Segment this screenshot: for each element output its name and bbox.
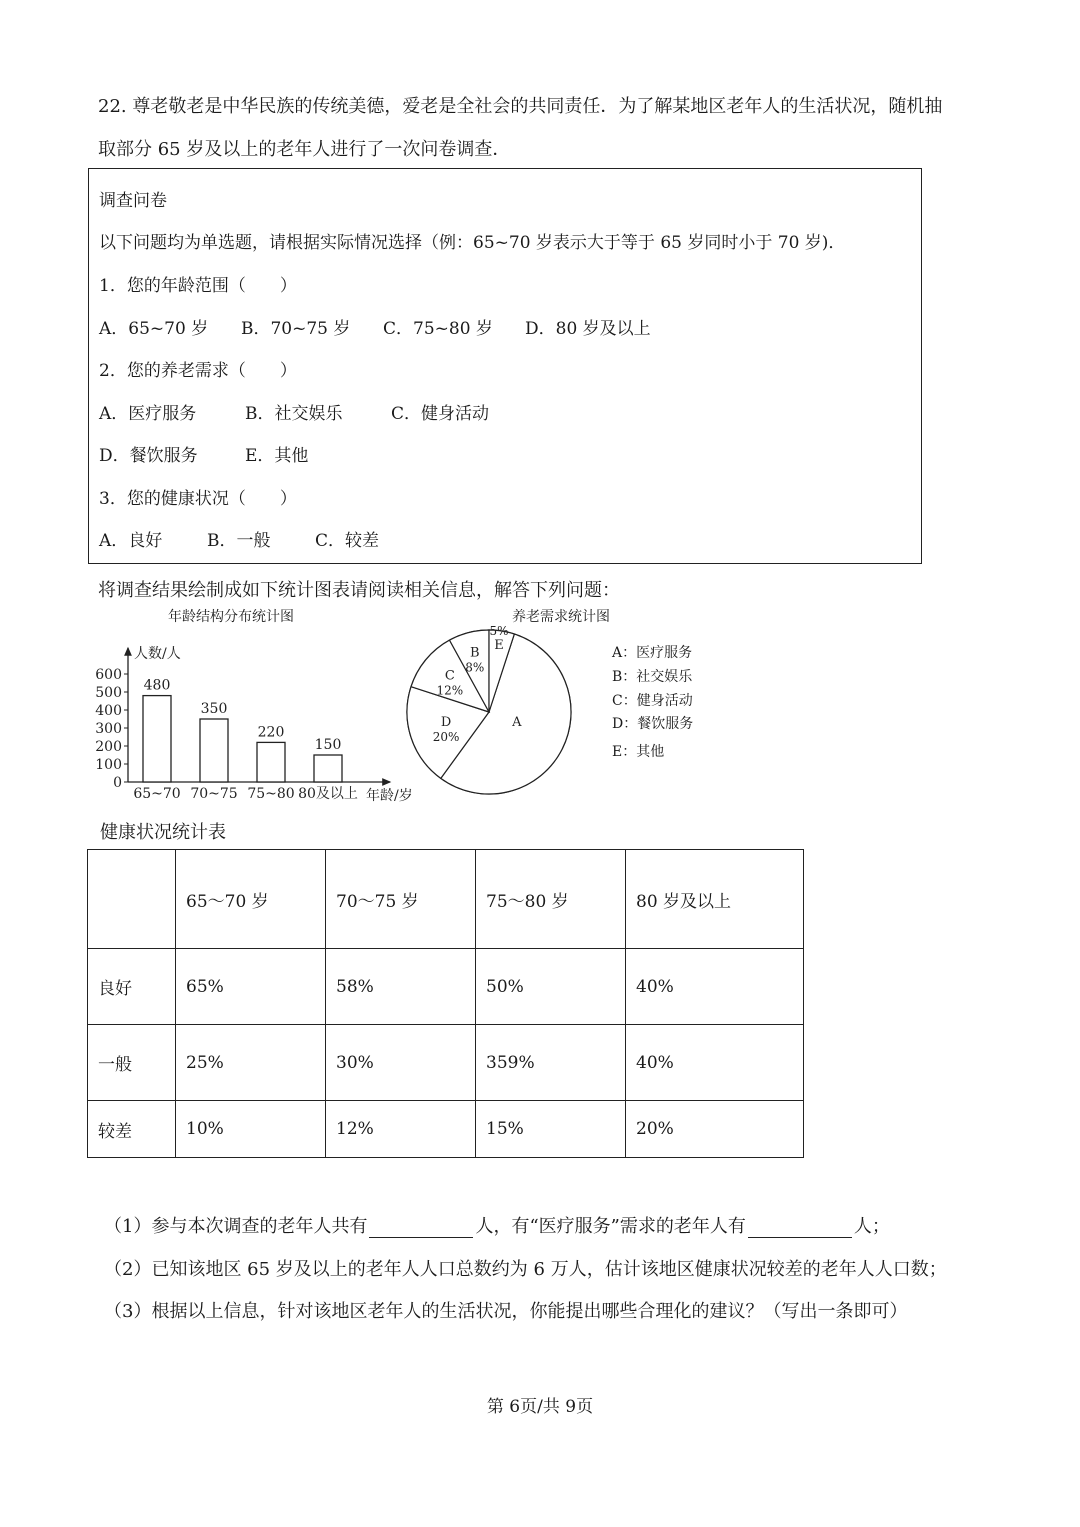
question-1-part-b: 人，有“医疗服务”需求的老年人有 xyxy=(475,1216,746,1237)
x-tick-label: 70~75 xyxy=(190,786,238,802)
table-row xyxy=(88,1025,804,1101)
table-cell: 良好 xyxy=(88,949,176,1025)
survey-title: 调查问卷 xyxy=(99,191,167,211)
health-status-table xyxy=(87,849,804,1158)
q1-option-a: A．65~70 岁 xyxy=(99,319,209,339)
q2-option-d: D．餐饮服务 xyxy=(99,446,198,466)
pie-slice-value: 5% xyxy=(489,623,509,638)
x-tick-label: 65~70 xyxy=(133,786,181,802)
q3-option-c: C．较差 xyxy=(315,531,380,551)
pie-slice-label: E xyxy=(494,637,504,653)
y-tick-label: 600 xyxy=(95,667,122,683)
answer-blank-medical[interactable] xyxy=(748,1219,852,1238)
bar xyxy=(257,742,285,782)
y-tick-label: 200 xyxy=(95,739,122,755)
bar xyxy=(314,755,342,782)
y-tick-label: 0 xyxy=(113,775,122,791)
table-header-row xyxy=(88,850,804,949)
survey-question-2: 2．您的养老需求（ ） xyxy=(99,361,297,381)
pie-slice-label: D xyxy=(440,714,452,730)
question-2: （2）已知该地区 65 岁及以上的老年人人口总数约为 6 万人，估计该地区健康状况较差的老年人人口数； xyxy=(104,1259,947,1280)
table-cell: 40% xyxy=(626,1025,804,1101)
pie-slice-label: C xyxy=(444,668,455,684)
table-cell: 50% xyxy=(476,949,626,1025)
page-footer: 第 6页/共 9页 xyxy=(486,1397,594,1417)
table-header-cell: 80 岁及以上 xyxy=(626,850,804,949)
bar-value-label: 350 xyxy=(200,701,228,717)
y-tick-label: 300 xyxy=(95,721,122,737)
table-cell: 25% xyxy=(176,1025,326,1101)
table-cell: 359% xyxy=(476,1025,626,1101)
y-axis-label: 人数/人 xyxy=(134,646,181,662)
table-row xyxy=(88,949,804,1025)
problem-intro-line-2: 取部分 65 岁及以上的老年人进行了一次问卷调查． xyxy=(98,139,511,160)
pie-slice-value: 20% xyxy=(432,729,460,744)
question-1 xyxy=(104,1212,890,1238)
table-cell: 30% xyxy=(326,1025,476,1101)
legend-item-c: C：健身活动 xyxy=(612,693,693,709)
legend-item-d: D：餐饮服务 xyxy=(612,716,694,732)
y-tick-label: 100 xyxy=(95,757,122,773)
q3-option-a: A．良好 xyxy=(99,531,163,551)
chart-lead-text: 将调查结果绘制成如下统计图表请阅读相关信息，解答下列问题： xyxy=(98,580,620,601)
pie-chart-title: 养老需求统计图 xyxy=(512,609,610,625)
table-cell: 12% xyxy=(326,1101,476,1158)
y-tick-label: 500 xyxy=(95,685,122,701)
survey-instruction: 以下问题均为单选题，请根据实际情况选择（例：65~70 岁表示大于等于 65 岁同时小于 70 岁)． xyxy=(99,233,846,253)
table-header-cell xyxy=(88,850,176,949)
x-tick-label: 80及以上 xyxy=(298,786,358,802)
table-header-cell: 75～80 岁 xyxy=(476,850,626,949)
health-table-title: 健康状况统计表 xyxy=(100,822,226,843)
question-1-part-a: （1）参与本次调查的老年人共有 xyxy=(104,1216,368,1237)
bar xyxy=(200,719,228,782)
question-1-part-c: 人； xyxy=(853,1216,890,1237)
bar-value-label: 480 xyxy=(143,677,171,694)
table-header-cell: 70～75 岁 xyxy=(326,850,476,949)
needs-pie-chart xyxy=(396,620,586,800)
x-tick-label: 75~80 xyxy=(247,786,295,802)
age-bar-chart xyxy=(90,636,430,808)
q2-option-e: E．其他 xyxy=(245,446,309,466)
bar-chart-title: 年龄结构分布统计图 xyxy=(168,609,294,625)
q1-option-b: B．70~75 岁 xyxy=(241,319,351,339)
y-tick-label: 400 xyxy=(95,703,122,719)
pie-slice-label: A xyxy=(512,715,522,731)
legend-item-e: E：其他 xyxy=(612,744,665,760)
question-3: （3）根据以上信息，针对该地区老年人的生活状况，你能提出哪些合理化的建议？（写出一条即可） xyxy=(104,1301,908,1322)
bar xyxy=(143,696,171,782)
table-cell: 15% xyxy=(476,1101,626,1158)
answer-blank-total[interactable] xyxy=(369,1219,473,1238)
q3-option-b: B．一般 xyxy=(207,531,271,551)
q2-option-c: C．健身活动 xyxy=(391,404,490,424)
table-row xyxy=(88,1101,804,1158)
problem-intro-line-1: 22. 尊老敬老是中华民族的传统美德，爱老是全社会的共同责任．为了解某地区老年人的生活状况，随机抽 xyxy=(98,96,943,117)
table-cell: 较差 xyxy=(88,1101,176,1158)
table-header-cell: 65～70 岁 xyxy=(176,850,326,949)
table-cell: 58% xyxy=(326,949,476,1025)
bar-value-label: 220 xyxy=(257,724,285,741)
pie-slice-label: B xyxy=(469,645,480,661)
legend-item-a: A：医疗服务 xyxy=(612,645,693,661)
table-cell: 10% xyxy=(176,1101,326,1158)
table-cell: 20% xyxy=(626,1101,804,1158)
survey-questionnaire-box xyxy=(88,168,922,564)
q2-option-a: A．医疗服务 xyxy=(99,404,197,424)
q1-option-c: C．75~80 岁 xyxy=(383,319,493,339)
survey-question-3: 3．您的健康状况（ ） xyxy=(99,489,297,509)
legend-item-b: B：社交娱乐 xyxy=(612,669,693,685)
table-cell: 40% xyxy=(626,949,804,1025)
q1-option-d: D．80 岁及以上 xyxy=(525,319,651,339)
table-cell: 65% xyxy=(176,949,326,1025)
bar-value-label: 150 xyxy=(314,737,342,753)
table-cell: 一般 xyxy=(88,1025,176,1101)
survey-question-1: 1．您的年龄范围（ ） xyxy=(99,276,297,296)
pie-slice-value: 12% xyxy=(436,683,464,698)
x-axis-label: 年龄/岁 xyxy=(366,788,413,804)
q2-option-b: B．社交娱乐 xyxy=(245,404,343,424)
pie-slice-value: 8% xyxy=(465,660,485,675)
